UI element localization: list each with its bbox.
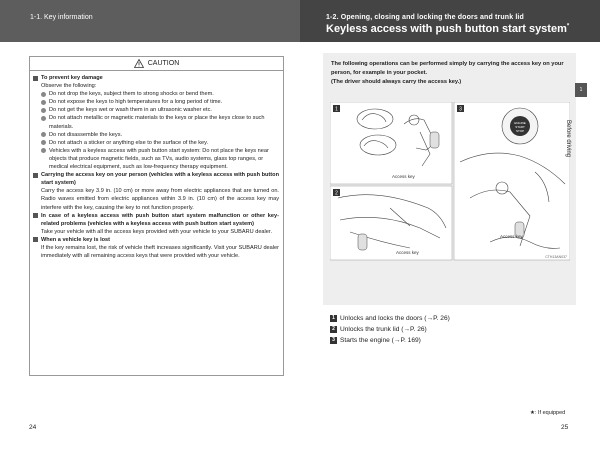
chapter-label: Before driving bbox=[565, 120, 571, 158]
square-bullet-icon bbox=[33, 76, 38, 81]
access-key-icon bbox=[358, 234, 367, 250]
caution-paragraph: If the key remains lost, the risk of vehicle theft increases significantly. Visit your SUBARU dealer immediately with all remaining access keys that were provided with your vehicle. bbox=[41, 244, 279, 260]
operation-item: 1 Unlocks and locks the doors (→P. 26) bbox=[330, 313, 450, 324]
caution-body bbox=[30, 71, 283, 260]
svg-text:STOP: STOP bbox=[515, 129, 525, 133]
svg-text:ENGINE: ENGINE bbox=[514, 121, 526, 125]
square-bullet-icon bbox=[33, 173, 38, 178]
caution-intro: Observe the following: bbox=[41, 83, 97, 90]
image-code: CTH13AN037 bbox=[545, 255, 567, 259]
caution-bullet: Do not attach metallic or magnetic materials to the keys or place the keys close to such materials. bbox=[33, 114, 279, 130]
panel-number-2: 2 bbox=[335, 190, 338, 197]
bullet-dot-icon bbox=[41, 92, 46, 97]
square-bullet-icon bbox=[33, 213, 38, 218]
caution-bullet: Vehicles with a keyless access with push button start system: Do not place the keys near objects that produce magnetic fields, such as TVs, audio systems, glass top ranges, or medical electrical equipment, such as low-frequency therapy equipment. bbox=[33, 147, 279, 171]
caution-heading: Carrying the access key on your person (vehicles with a keyless access with push button start system) bbox=[33, 171, 279, 187]
access-key-label: Access key bbox=[392, 174, 415, 179]
start-button-illustration bbox=[502, 108, 538, 144]
caution-label: CAUTION bbox=[147, 60, 180, 67]
caution-box bbox=[29, 56, 284, 376]
caution-heading: In case of a keyless access with push button start system malfunction or other key-related problems (vehicles with a keyless access with push button start system) bbox=[33, 212, 279, 228]
warning-icon bbox=[134, 59, 144, 68]
caution-heading: When a vehicle key is lost bbox=[33, 236, 279, 244]
caution-bullet: Do not disassemble the keys. bbox=[33, 131, 279, 139]
left-section-title: 1-1. Key information bbox=[30, 14, 93, 21]
bullet-dot-icon bbox=[41, 140, 46, 145]
right-section-title: 1-2. Opening, closing and locking the doors and trunk lid bbox=[326, 14, 524, 21]
operation-item: 3 Starts the engine (→P. 169) bbox=[330, 335, 450, 346]
page-title: Keyless access with push button start system* bbox=[326, 23, 570, 35]
caution-paragraph: Take your vehicle with all the access keys provided with your vehicle to your SUBARU dealer. bbox=[41, 228, 273, 235]
caution-header bbox=[30, 57, 283, 71]
equipped-note: ★: If equipped bbox=[530, 410, 566, 416]
access-key-icon bbox=[430, 132, 439, 148]
panel-number-3: 3 bbox=[459, 106, 462, 113]
keyless-illustration bbox=[330, 102, 570, 314]
access-key-label: Access key bbox=[396, 250, 419, 255]
access-key-label: Access key bbox=[500, 234, 523, 239]
right-page-number: 25 bbox=[561, 424, 569, 431]
chapter-tab: 1 bbox=[575, 83, 587, 97]
operations-list bbox=[330, 313, 450, 346]
caution-bullet: Do not attach a sticker or anything else to the surface of the key. bbox=[33, 139, 279, 147]
bullet-dot-icon bbox=[41, 132, 46, 137]
caution-heading: To prevent key damage bbox=[33, 74, 279, 82]
svg-text:START: START bbox=[515, 125, 525, 129]
bullet-dot-icon bbox=[41, 108, 46, 113]
caution-paragraph: Carry the access key 3.9 in. (10 cm) or more away from electric appliances that are turned on. Radio waves emitted from electric appliances within 3.9 in. (10 cm) of the access key may interfere with the key, causing the key to not function properly. bbox=[41, 188, 279, 211]
operation-item: 2 Unlocks the trunk lid (→P. 26) bbox=[330, 324, 450, 335]
left-page-number: 24 bbox=[29, 424, 37, 431]
bullet-dot-icon bbox=[41, 148, 46, 153]
left-page-header bbox=[0, 0, 300, 42]
right-page-header bbox=[300, 0, 600, 42]
caution-bullet: Do not expose the keys to high temperatures for a long period of time. bbox=[33, 98, 279, 106]
caution-bullet: Do not drop the keys, subject them to strong shocks or bend them. bbox=[33, 90, 279, 98]
keyless-access-panel bbox=[323, 53, 576, 344]
caution-bullet: Do not get the keys wet or wash them in an ultrasonic washer etc. bbox=[33, 106, 279, 114]
panel-number-1: 1 bbox=[335, 106, 338, 113]
square-bullet-icon bbox=[33, 237, 38, 242]
bullet-dot-icon bbox=[41, 100, 46, 105]
bullet-dot-icon bbox=[41, 116, 46, 121]
intro-text: The following operations can be performed simply by carrying the access key on your person, for example in your pocket. (The driver should always carry the access key.) bbox=[331, 61, 564, 85]
